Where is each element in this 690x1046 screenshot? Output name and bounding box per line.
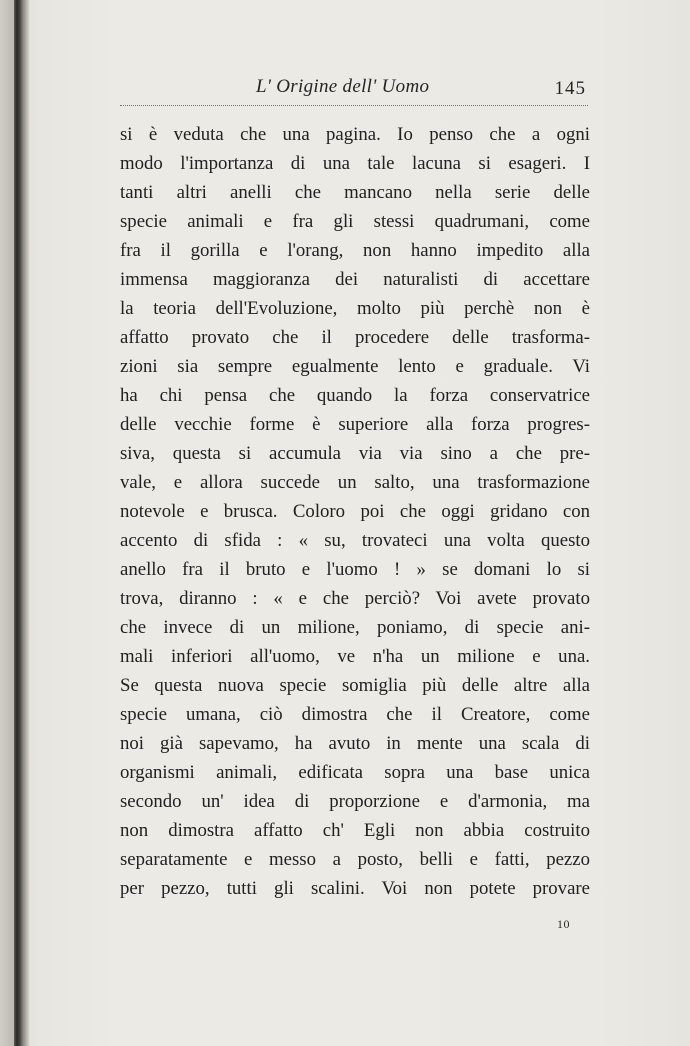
text-line: specie umana, ciò dimostra che il Creatore, come — [120, 704, 590, 725]
text-line: ha chi pensa che quando la forza conservatrice — [120, 385, 590, 406]
text-line: organismi animali, edificata sopra una base unica — [120, 762, 590, 783]
text-line: tanti altri anelli che mancano nella serie delle — [120, 182, 590, 203]
body-text — [120, 120, 590, 903]
text-line: secondo un' idea di proporzione e d'armonia, ma — [120, 791, 590, 812]
text-line: non dimostra affatto ch' Egli non abbia costruito — [120, 820, 590, 841]
text-line: Se questa nuova specie somiglia più delle altre alla — [120, 675, 590, 696]
book-spine-shadow — [14, 0, 30, 1046]
text-line: per pezzo, tutti gli scalini. Voi non potete provare — [120, 878, 590, 899]
signature-mark: 10 — [557, 917, 570, 931]
running-header — [120, 72, 590, 108]
text-line: affatto provato che il procedere delle trasforma- — [120, 327, 590, 348]
header-dotted-rule — [120, 105, 588, 106]
running-title: L' Origine dell' Uomo — [256, 76, 430, 97]
text-line: siva, questa si accumula via via sino a che pre- — [120, 443, 590, 464]
text-line: la teoria dell'Evoluzione, molto più perchè non è — [120, 298, 590, 319]
text-line: che invece di un milione, poniamo, di specie ani- — [120, 617, 590, 638]
text-line: delle vecchie forme è superiore alla forza progres- — [120, 414, 590, 435]
text-line: modo l'importanza di una tale lacuna si esageri. I — [120, 153, 590, 174]
text-line: noi già sapevamo, ha avuto in mente una scala di — [120, 733, 590, 754]
text-line: fra il gorilla e l'orang, non hanno impedito alla — [120, 240, 590, 261]
text-line: separatamente e messo a posto, belli e fatti, pezzo — [120, 849, 590, 870]
page-edge-shadow — [0, 0, 14, 1046]
text-line: immensa maggioranza dei naturalisti di accettare — [120, 269, 590, 290]
text-line: accento di sfida : « su, trovateci una volta questo — [120, 530, 590, 551]
text-line: vale, e allora succede un salto, una trasformazione — [120, 472, 590, 493]
text-line: notevole e brusca. Coloro poi che oggi gridano con — [120, 501, 590, 522]
text-line: anello fra il bruto e l'uomo ! » se domani lo si — [120, 559, 590, 580]
text-line: trova, diranno : « e che perciò? Voi avete provato — [120, 588, 590, 609]
text-line: zioni sia sempre egualmente lento e graduale. Vi — [120, 356, 590, 377]
text-line: mali inferiori all'uomo, ve n'ha un milione e una. — [120, 646, 590, 667]
text-line: si è veduta che una pagina. Io penso che a ogni — [120, 124, 590, 145]
text-line: specie animali e fra gli stessi quadrumani, come — [120, 211, 590, 232]
page-number: 145 — [554, 78, 586, 99]
